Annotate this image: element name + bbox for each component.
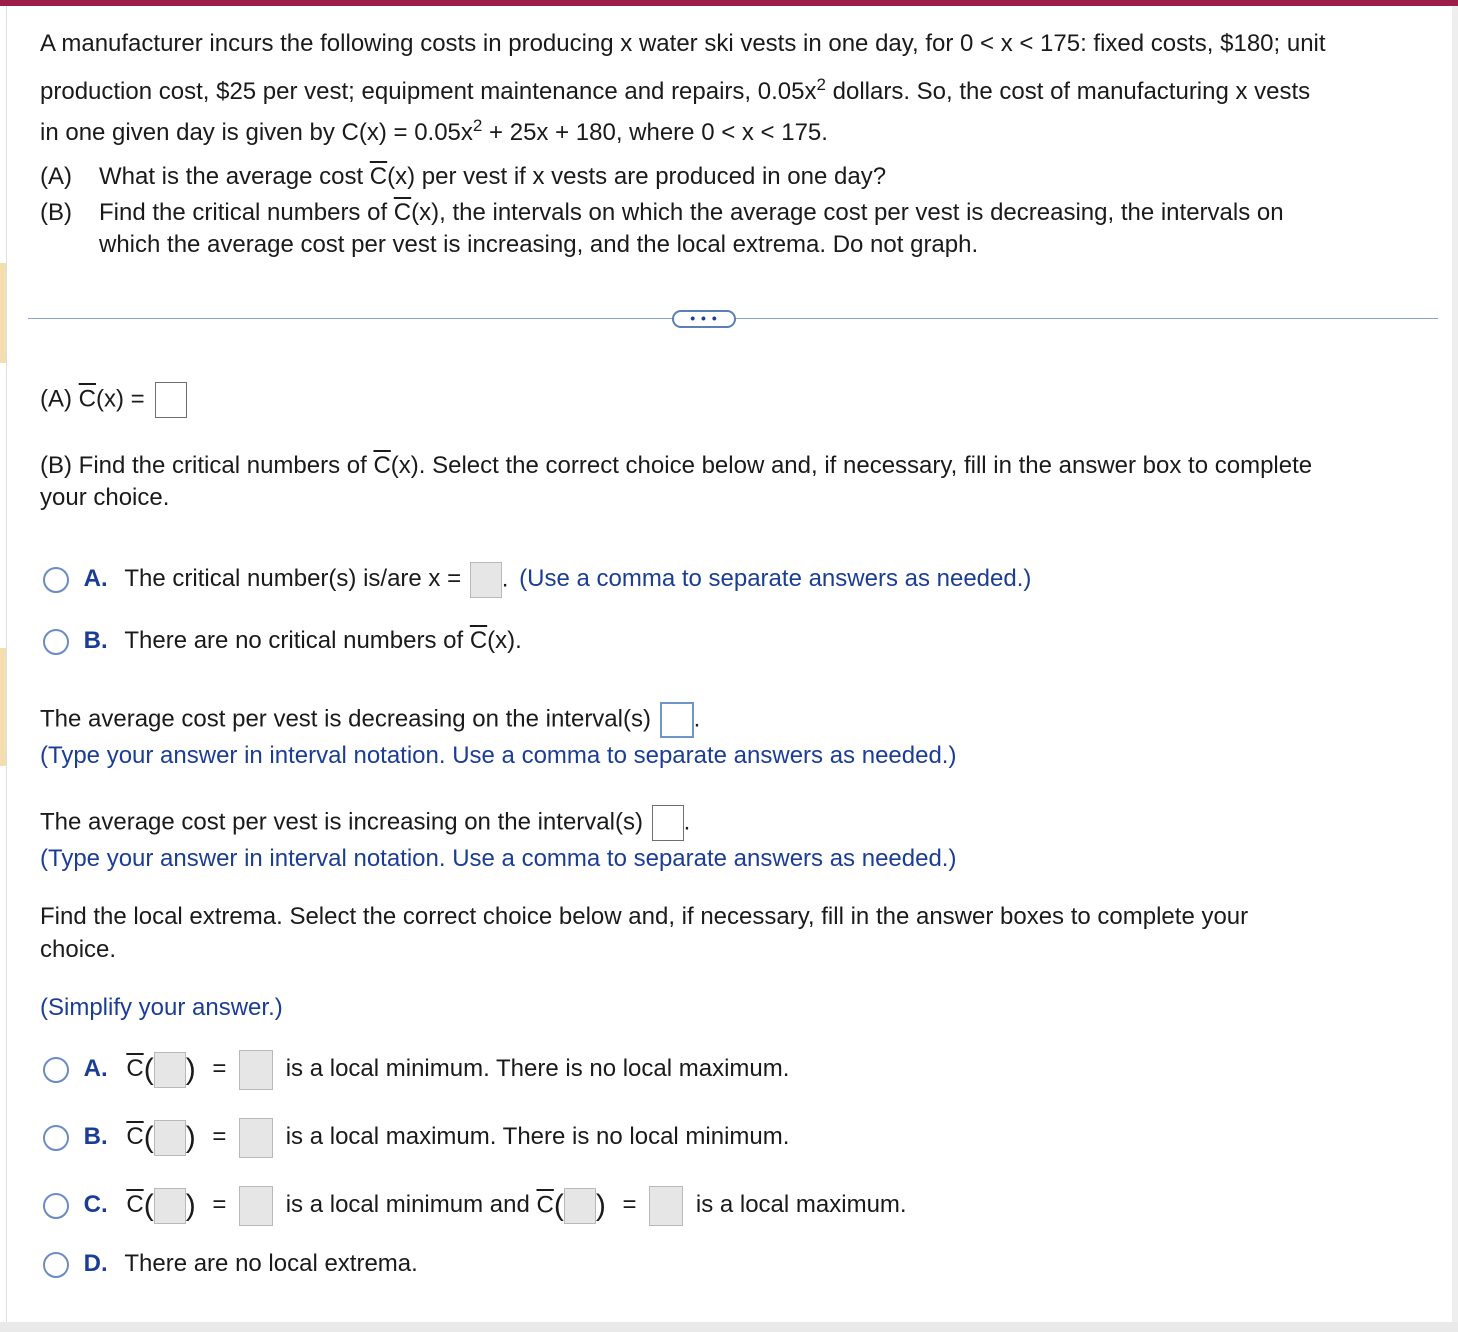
- extrema-choice-d[interactable]: D. There are no local extrema.: [43, 1248, 418, 1280]
- extrema-c-min-value-input[interactable]: [239, 1186, 273, 1226]
- extrema-a-value-input[interactable]: [239, 1050, 273, 1090]
- critical-choice-a[interactable]: A. The critical number(s) is/are x = . (Use a comma to separate answers as needed.): [43, 562, 1031, 598]
- extrema-a-x-input[interactable]: [154, 1052, 186, 1088]
- critical-choice-a-radio[interactable]: [43, 567, 69, 593]
- part-a-question: What is the average cost $\overline{C}(x)$ per vest if x vests are produced in one day?: [99, 163, 887, 190]
- part-b-question: Find the critical numbers of $\overline{C}(x)$, the intervals on which the average cost per vest is decreasing, the intervals on: [99, 199, 1284, 226]
- problem-line-1: A manufacturer incurs the following costs in producing x water ski vests in one day, for 0 < x < 175: fixed costs, $180; unit: [40, 30, 1326, 57]
- part-b-question-line-2: which the average cost per vest is increasing, and the local extrema. Do not graph.: [99, 231, 979, 258]
- problem-line-2: production cost, $25 per vest; equipment maintenance and repairs, $0.05x^2$ dollars. So, the cost of manufacturing x vests: [40, 75, 1311, 105]
- extrema-choice-c-radio[interactable]: [43, 1193, 69, 1219]
- answer-a-row: (A) $\overline{C}(x)$ =: [40, 382, 187, 418]
- problem-line-3: in one given day is given by $C(x) = 0.05x^2 + 25x + 180$, where 0 < x < 175.: [40, 116, 828, 146]
- extrema-choice-d-radio[interactable]: [43, 1252, 69, 1278]
- left-marker: [0, 263, 6, 363]
- increasing-hint: (Type your answer in interval notation. Use a comma to separate answers as needed.): [40, 845, 957, 872]
- bottom-edge: [0, 1322, 1458, 1332]
- critical-number-input[interactable]: [470, 562, 502, 598]
- extrema-c-min-x-input[interactable]: [154, 1188, 186, 1224]
- more-options-button[interactable]: • • •: [672, 310, 736, 328]
- extrema-b-x-input[interactable]: [154, 1120, 186, 1156]
- right-edge: [1452, 6, 1458, 1322]
- increasing-interval-input[interactable]: [652, 805, 684, 841]
- question-b-line-2: your choice.: [40, 484, 170, 511]
- extrema-c-max-x-input[interactable]: [564, 1188, 596, 1224]
- left-marker: [0, 648, 6, 766]
- part-a-label: (A): [40, 163, 72, 190]
- simplify-hint: (Simplify your answer.): [40, 994, 283, 1021]
- extrema-question-line-2: choice.: [40, 936, 117, 963]
- increasing-row: The average cost per vest is increasing on the interval(s) .: [40, 805, 690, 841]
- critical-choice-b[interactable]: B. There are no critical numbers of $\overline{C}(x)$.: [43, 625, 522, 657]
- left-border: [6, 6, 7, 1322]
- decreasing-interval-input[interactable]: [660, 702, 694, 738]
- question-b-line-1: (B) Find the critical numbers of $\overline{C}(x)$. Select the correct choice below and, if necessary, fill in the answer box to complete: [40, 452, 1313, 479]
- extrema-choice-b-radio[interactable]: [43, 1125, 69, 1151]
- extrema-b-value-input[interactable]: [239, 1118, 273, 1158]
- extrema-c-max-value-input[interactable]: [649, 1186, 683, 1226]
- extrema-choice-b[interactable]: B. $\overline{C}$( ) = is a local maximum. There is no local minimum.: [43, 1118, 789, 1158]
- extrema-choice-a[interactable]: A. $\overline{C}$( ) = is a local minimum. There is no local maximum.: [43, 1050, 789, 1090]
- extrema-choice-c[interactable]: C. $\overline{C}$( ) = is a local minimum and $\overline{C}$( ) = is a local maximum.: [43, 1186, 907, 1226]
- extrema-choice-a-radio[interactable]: [43, 1057, 69, 1083]
- part-b-label: (B): [40, 199, 72, 226]
- top-accent-bar: [0, 0, 1458, 6]
- decreasing-row: The average cost per vest is decreasing on the interval(s) .: [40, 702, 700, 738]
- decreasing-hint: (Type your answer in interval notation. Use a comma to separate answers as needed.): [40, 742, 957, 769]
- average-cost-input[interactable]: [155, 382, 187, 418]
- extrema-question-line-1: Find the local extrema. Select the correct choice below and, if necessary, fill in the answer boxes to complete your: [40, 903, 1249, 930]
- critical-choice-b-radio[interactable]: [43, 629, 69, 655]
